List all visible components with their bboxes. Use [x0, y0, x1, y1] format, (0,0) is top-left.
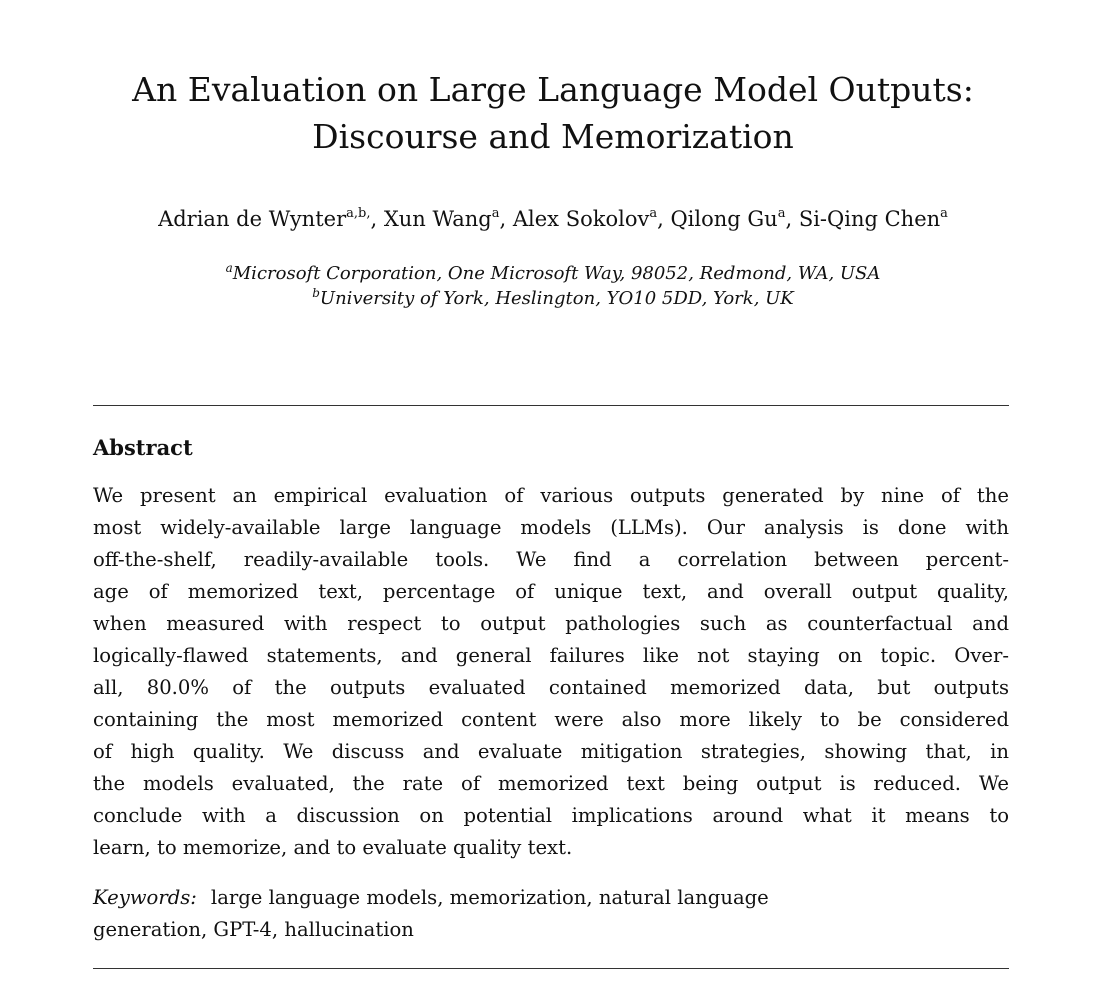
keywords-line-2: generation, GPT-4, hallucination — [93, 918, 414, 941]
keywords-line-1 — [93, 882, 1009, 914]
affiliation-mark: b — [312, 286, 320, 300]
abstract-line: containing the most memorized content were also more likely to be considered — [93, 708, 1009, 731]
author-separator: , — [785, 207, 799, 231]
author-separator: , — [499, 207, 513, 231]
paper-title-line-2: Discourse and Memorization — [312, 117, 794, 156]
abstract-line: We present an empirical evaluation of various outputs generated by nine of the — [93, 484, 1009, 507]
abstract-line: logically-flawed statements, and general failures like not staying on topic. Over- — [93, 644, 1009, 667]
author-name: Qilong Gu — [670, 207, 778, 231]
abstract-line: conclude with a discussion on potential implications around what it means to — [93, 804, 1009, 827]
abstract-line: the models evaluated, the rate of memorized text being output is reduced. We — [93, 772, 1009, 795]
author-affiliation-mark: a — [649, 206, 658, 221]
author-affiliation-mark: a,b, — [346, 206, 371, 221]
affiliation-text: Microsoft Corporation, One Microsoft Way, 98052, Redmond, WA, USA — [232, 263, 881, 284]
author-name: Alex Sokolov — [512, 207, 650, 231]
abstract-line: age of memorized text, percentage of unique text, and overall output quality, — [93, 580, 1009, 603]
abstract-body — [93, 480, 1009, 864]
abstract-line: when measured with respect to output pathologies such as counterfactual and — [93, 612, 1009, 635]
author-affiliation-mark: a — [940, 206, 948, 221]
abstract-line: off-the-shelf, readily-available tools. We find a correlation between percent- — [93, 548, 1009, 571]
abstract-line: learn, to memorize, and to evaluate quality text. — [93, 836, 573, 859]
keywords-label: Keywords: — [93, 886, 197, 909]
author-separator: , — [657, 207, 671, 231]
author-name: Si-Qing Chen — [798, 207, 941, 231]
keywords-section — [93, 882, 1009, 946]
abstract-top-rule — [93, 405, 1009, 406]
author-affiliation-mark: a — [777, 206, 786, 221]
author-affiliation-mark: a — [491, 206, 500, 221]
author-list — [40, 204, 1066, 234]
keywords-text-1: large language models, memorization, natural language — [210, 886, 769, 909]
author-name: Xun Wang — [383, 207, 492, 231]
affiliation-york — [40, 286, 1066, 312]
abstract-bottom-rule — [93, 968, 1009, 969]
author-name: Adrian de Wynter — [158, 207, 347, 231]
affiliation-microsoft — [40, 261, 1066, 287]
author-separator: , — [370, 207, 384, 231]
abstract-line: of high quality. We discuss and evaluate mitigation strategies, showing that, in — [93, 740, 1009, 763]
affiliation-mark: a — [225, 261, 233, 275]
abstract-line: all, 80.0% of the outputs evaluated contained memorized data, but outputs — [93, 676, 1009, 699]
abstract-heading: Abstract — [93, 435, 193, 460]
abstract-line: most widely-available large language models (LLMs). Our analysis is done with — [93, 516, 1009, 539]
affiliation-text: University of York, Heslington, YO10 5DD, York, UK — [319, 288, 794, 309]
paper-title-line-1: An Evaluation on Large Language Model Outputs: — [132, 70, 974, 109]
